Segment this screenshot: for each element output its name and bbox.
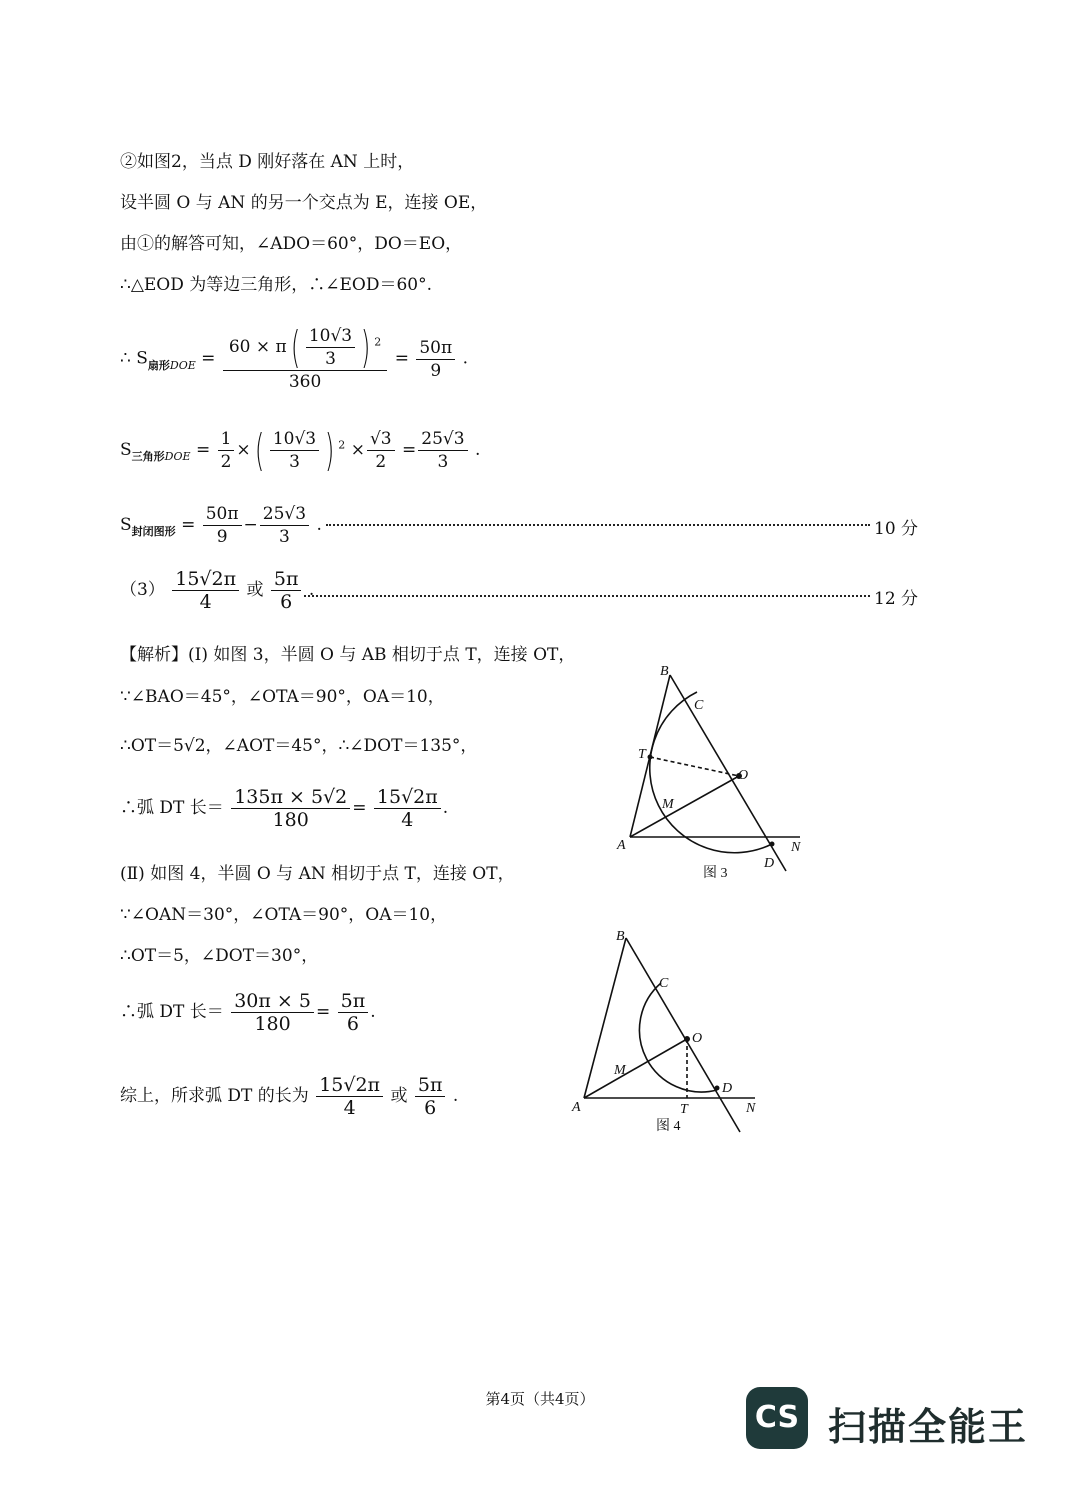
fig3-line-ot	[650, 757, 739, 776]
fig3-label-o: O	[738, 768, 749, 783]
fig4-label-n: N	[746, 1101, 756, 1116]
fig4-label-o: O	[692, 1031, 703, 1046]
fig4-label-b: B	[616, 929, 625, 944]
score-10: 10 分	[874, 519, 919, 539]
camscanner-logo: CS	[746, 1387, 808, 1449]
arc-length-1: ∴弧 DT 长＝ $\frac{135\pi \times 5√2}{180}$ = $\frac{15√2\pi}{4}$ .	[120, 786, 449, 831]
fig3-label-m: M	[662, 797, 674, 812]
fig4-semicircle	[639, 983, 717, 1092]
fig4-line-ao	[584, 1039, 687, 1098]
sector-area-formula: ∴ $S_{扇形DOE}$ = 60 × π( $\frac{10√3}{3}$ ) $^2$ 360 = $\frac{50\pi}{9}$ .	[120, 321, 468, 392]
figure-3	[600, 655, 830, 885]
triangle-area-formula: $S_{三角形DOE}$ = $\frac{1}{2}$ ×( $\frac{10√3}{3}$ ) $^2$ × $\frac{√3}{2}$ = $\frac{25√3}{3}$ .	[120, 424, 481, 476]
fig3-label-n: N	[791, 840, 801, 855]
fig3-label-c: C	[694, 698, 704, 713]
fig3-semicircle	[650, 692, 772, 853]
fig4-point-d	[715, 1086, 720, 1091]
analysis-line-2: ∵∠BAO＝45°，∠OTA＝90°，OA＝10，	[120, 687, 445, 707]
line-4: ∴△EOD 为等边三角形，∴∠EOD＝60°.	[120, 275, 433, 295]
leader-dots-12	[304, 595, 870, 597]
fig3-label-b: B	[660, 664, 669, 679]
fig4-label-t: T	[680, 1102, 688, 1117]
fig4-label-a: A	[572, 1100, 581, 1115]
fig3-point-d	[770, 842, 775, 847]
summary-line: 综上，所求弧 DT 的长为 $\frac{15√2\pi}{4}$ 或 $\frac{5\pi}{6}$ .	[120, 1074, 459, 1119]
fig3-label-a: A	[617, 838, 626, 853]
camscanner-text: 扫描全能王	[828, 1405, 1029, 1449]
arc-length-2: ∴弧 DT 长＝ $\frac{30\pi \times 5}{180}$ = $\frac{5\pi}{6}$ .	[120, 990, 376, 1035]
fig3-line-ao	[630, 776, 739, 837]
analysis-line-6: ∵∠OAN＝30°，∠OTA＝90°，OA＝10，	[120, 905, 448, 925]
fig4-point-o	[684, 1036, 690, 1042]
fig3-point-t	[648, 755, 653, 760]
line-2: 设半圆 O 与 AN 的另一个交点为 E，连接 OE，	[120, 193, 488, 213]
analysis-line-1: 【解析】(Ⅰ) 如图 3，半圆 O 与 AB 相切于点 T，连接 OT，	[120, 645, 576, 665]
line-1: ②如图2，当点 D 刚好落在 AN 上时，	[120, 152, 415, 172]
fig4-label-m: M	[614, 1063, 626, 1078]
leader-dots-10	[326, 524, 870, 526]
fig4-label-c: C	[659, 976, 669, 991]
part3-answer: （3） $\frac{15√2\pi}{4}$ 或 $\frac{5\pi}{6}$ .	[120, 568, 315, 613]
fig3-label-t: T	[638, 747, 646, 762]
analysis-line-7: ∴OT＝5，∠DOT＝30°，	[120, 946, 319, 966]
fig4-label-d: D	[722, 1081, 733, 1096]
analysis-line-5: (Ⅱ) 如图 4，半圆 O 与 AN 相切于点 T，连接 OT，	[120, 864, 515, 884]
fig3-caption: 图 3	[703, 866, 728, 881]
fig3-label-d: D	[764, 856, 775, 871]
score-12: 12 分	[874, 589, 919, 609]
page-footer: 第4页（共4页）	[485, 1390, 595, 1408]
line-3: 由①的解答可知，∠ADO＝60°，DO＝EO，	[120, 234, 463, 254]
fig4-caption: 图 4	[656, 1119, 681, 1134]
closed-figure-formula: $S_{封闭图形}$ = $\frac{50\pi}{9}$ − $\frac{25√3}{3}$ .	[120, 504, 322, 547]
figure-4	[560, 920, 800, 1140]
analysis-line-3: ∴OT＝5√2，∠AOT＝45°，∴∠DOT＝135°，	[120, 736, 478, 756]
